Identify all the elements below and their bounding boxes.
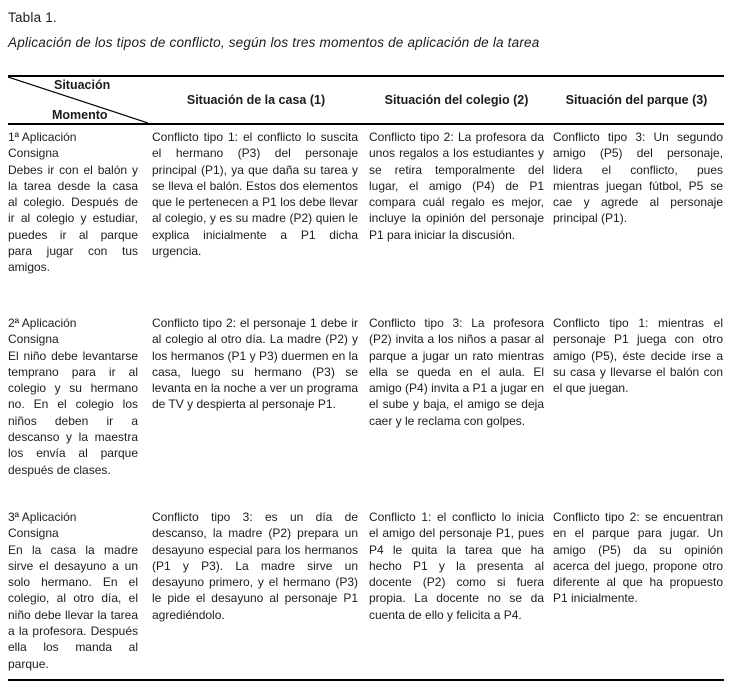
table-header-row xyxy=(8,77,724,125)
moment-cell xyxy=(8,505,148,675)
column-header-parque: Situación del parque (3) xyxy=(565,93,708,107)
corner-label-situacion: Situación xyxy=(54,78,111,92)
moment-label: Consigna xyxy=(8,332,59,347)
moment-label: Consigna xyxy=(8,146,59,161)
moment-text: El niño debe levantarse temprano para ir al colegio y su hermano no. En el colegio los niños deben ir a descanso y la maestra los envía al parque después de clases. xyxy=(8,348,138,477)
table-row xyxy=(8,125,724,311)
cell-colegio: Conflicto tipo 2: La profesora da unos regalos a los estudiantes y se retira temporalmente del lugar, el amigo (P4) de P1 compara cuál regalo es mejor, incluye la opinión del personaje P1 para iniciar la discusión. xyxy=(369,130,544,242)
cell-parque: Conflicto tipo 1: mientras el personaje P1 juega con otro amigo (P5), éste decide irse a su casa y llevarse el balón con el que juegan. xyxy=(553,316,723,396)
cell-colegio: Conflicto 1: el conflicto lo inicia el amigo del personaje P1, pues P4 le quita la tarea que ha hecho P1 y la presenta al docente (P2) como si fuera propia. La docente no se da cuenta de ello y felicita a P4. xyxy=(369,510,544,622)
table-caption: Aplicación de los tipos de conflicto, según los tres momentos de aplicación de la tarea xyxy=(8,35,540,50)
cell-colegio: Conflicto tipo 3: La profesora (P2) invita a los niños a pasar al parque a jugar un rato mientras ella se queda en el aula. El amigo (P4) invita a P1 a jugar en el sube y baja, el amigo se deja caer y le reclama con golpes. xyxy=(369,316,544,428)
moment-text: Debes ir con el balón y la tarea desde la casa al colegio. Después de ir al colegio y estudiar, puedes ir al parque para jugar con tus amigos. xyxy=(8,162,138,275)
moment-text: En la casa la madre sirve el desayuno a un solo hermano. En el colegio, al otro día, el niño debe llevar la tarea a la profesora. Después ella los manda al parque. xyxy=(8,542,138,671)
table-row xyxy=(8,505,724,679)
column-header-colegio: Situación del colegio (2) xyxy=(384,93,529,107)
moment-title: 2ª Aplicación xyxy=(8,316,77,330)
moment-title: 3ª Aplicación xyxy=(8,510,77,524)
moment-cell xyxy=(8,311,148,505)
cell-casa: Conflicto tipo 2: el personaje 1 debe ir al colegio al otro día. La madre (P2) y los hermanos (P1 y P3) duermen en la casa, luego su hermano (P3) se levanta en la noche a ver un programa de TV y despierta al personaje P1. xyxy=(152,316,358,412)
corner-header-cell xyxy=(8,77,148,123)
cell-parque: Conflicto tipo 2: se encuentran en el parque para jugar. Un amigo (P5) da su opinión acerca del juego, propone otro diferente al que ha propuesto P1 inicialmente. xyxy=(553,510,723,606)
moment-title: 1ª Aplicación xyxy=(8,130,77,144)
cell-casa: Conflicto tipo 3: es un día de descanso, la madre (P2) prepara un desayuno especial para los hermanos (P1 y P3). La madre sirve un desayuno primero, y el hermano (P3) le pide el desayuno al personaje P1 agrediéndolo. xyxy=(152,510,358,622)
cell-casa: Conflicto tipo 1: el conflicto lo suscita el hermano (P3) del personaje principal (P1), ya que daña su tarea y se lleva el balón. Estos dos elementos que le pertenecen a P1 los debe llevar al colegio, y es su madre (P2) quien le explica inicialmente a P1 dicha urgencia. xyxy=(152,130,358,259)
conflict-types-table xyxy=(8,75,724,681)
table-row xyxy=(8,311,724,505)
moment-label: Consigna xyxy=(8,526,59,541)
cell-parque: Conflicto tipo 3: Un segundo amigo (P5) del personaje, lidera el conflicto, pues mientras juegan fútbol, P5 se cae y agrede al personaje principal (P1). xyxy=(553,130,723,226)
column-header-casa: Situación de la casa (1) xyxy=(186,93,326,107)
corner-label-momento: Momento xyxy=(52,108,108,122)
table-number: Tabla 1. xyxy=(8,10,57,25)
moment-cell xyxy=(8,125,148,311)
